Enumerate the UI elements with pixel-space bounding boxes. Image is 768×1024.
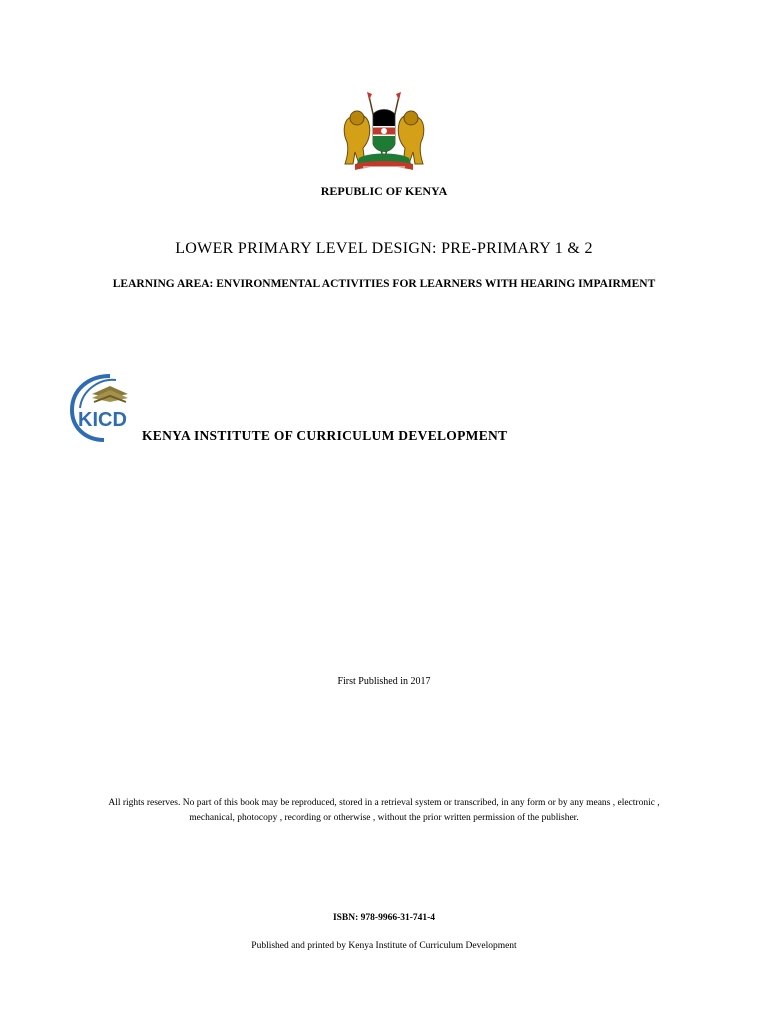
country-heading: REPUBLIC OF KENYA — [320, 184, 448, 198]
rights-line-2: mechanical, photocopy , recording or otherwise , without the prior written permission of the publisher. — [189, 813, 579, 823]
institute-name: KENYA INSTITUTE OF CURRICULUM DEVELOPMENT — [142, 428, 508, 443]
rights-line-1: All rights reserves. No part of this book may be reproduced, stored in a retrieval system or transcribed, in any form or by any means , electronic , — [108, 798, 660, 808]
publisher-note: Published and printed by Kenya Institute of Curriculum Development — [251, 941, 517, 951]
kicd-logo-text: KICD — [78, 409, 127, 431]
rights-statement — [0, 796, 768, 826]
design-title: LOWER PRIMARY LEVEL DESIGN: PRE-PRIMARY 1 & 2 — [175, 240, 593, 257]
kicd-logo — [70, 372, 146, 442]
learning-area-heading: LEARNING AREA: ENVIRONMENTAL ACTIVITIES FOR LEARNERS WITH HEARING IMPAIRMENT — [112, 278, 656, 290]
first-published-note: First Published in 2017 — [337, 676, 431, 687]
isbn-number: ISBN: 978-9966-31-741-4 — [332, 913, 436, 923]
kenya-coat-of-arms-icon — [339, 92, 429, 172]
